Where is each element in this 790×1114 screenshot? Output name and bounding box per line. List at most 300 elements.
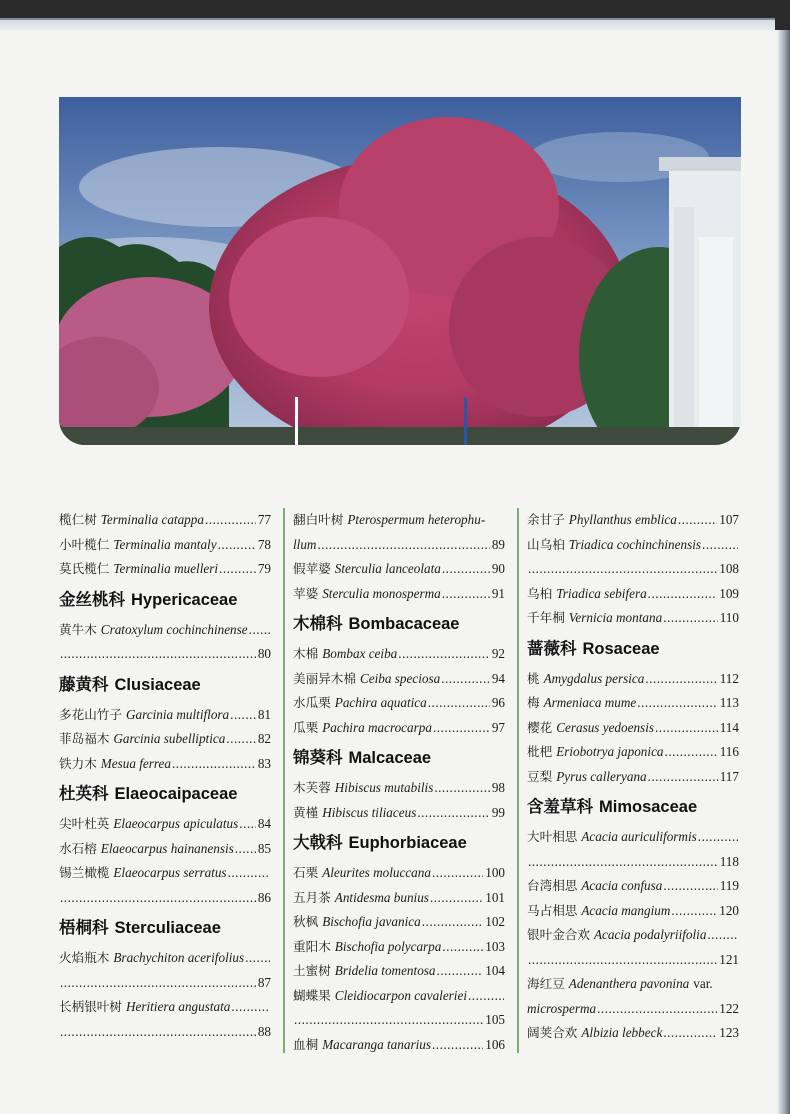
- leader-dots: [432, 1033, 483, 1058]
- index-entry: [527, 874, 739, 899]
- species-latin-name: Phyllanthus emblica: [568, 512, 677, 527]
- leader-dots: [707, 923, 738, 948]
- entry-line: [527, 972, 739, 997]
- index-entry: [59, 618, 271, 643]
- entry-line: [59, 727, 271, 752]
- species-chinese-name: 木棉: [293, 646, 319, 661]
- leader-dots: [645, 667, 717, 692]
- index-entry: [527, 740, 739, 765]
- variety-abbrev: var.: [693, 976, 713, 991]
- leader-dots: [434, 776, 489, 801]
- page-number: 118: [719, 853, 739, 869]
- species-chinese-name: 瓜栗: [293, 719, 319, 735]
- species-latin-name: Bischofia javanica: [322, 914, 421, 929]
- leader-dots: [60, 1020, 256, 1045]
- entry-line: [59, 642, 271, 667]
- page-number: 110: [719, 610, 739, 625]
- family-latin-name: Clusiaceae: [114, 675, 201, 694]
- family-chinese-name: 含羞草科: [527, 797, 593, 816]
- entry-line: [293, 642, 505, 667]
- leader-dots: [468, 984, 504, 1009]
- entry-line: [59, 618, 271, 643]
- species-chinese-name: 长柄银叶树: [59, 999, 122, 1014]
- page-number: 84: [257, 816, 271, 831]
- species-latin-name: Eriobotrya japonica: [556, 744, 664, 759]
- page-number: 89: [491, 536, 505, 552]
- family-chinese-name: 藤黄科: [59, 674, 109, 694]
- index-entry: [527, 582, 739, 607]
- family-latin-name: Hypericaceae: [131, 590, 238, 609]
- entry-line: [59, 508, 271, 533]
- index-entry: [293, 801, 505, 826]
- entry-line: [293, 959, 505, 984]
- entry-line: [293, 776, 505, 801]
- index-entry: [293, 508, 505, 533]
- species-latin-name: Armeniaca mume: [543, 695, 637, 710]
- species-chinese-name: 铁力木: [59, 755, 97, 771]
- species-chinese-name: 马占相思: [527, 902, 578, 918]
- index-entry-continued: [527, 850, 739, 875]
- index-entry-continued: [59, 642, 271, 667]
- leader-dots: [442, 935, 483, 960]
- species-chinese-name: 水石榕: [59, 840, 97, 856]
- species-chinese-name: 秋枫: [293, 914, 319, 929]
- page-number: 112: [719, 670, 739, 686]
- page-number: 78: [257, 536, 271, 552]
- page-number: 82: [257, 731, 271, 746]
- entry-line: [59, 752, 271, 777]
- page-number: 122: [719, 1000, 739, 1016]
- entry-line: [59, 995, 271, 1020]
- index-column-3: [527, 508, 739, 1046]
- leader-dots: [228, 861, 270, 886]
- leader-dots: [219, 557, 256, 582]
- family-latin-name: Elaeocaipaceae: [114, 785, 238, 803]
- page-number: 86: [257, 889, 271, 905]
- index-entry: [293, 1033, 505, 1058]
- page-number: 98: [491, 780, 505, 795]
- species-index: [59, 508, 741, 1053]
- index-entry: [293, 910, 505, 935]
- family-heading: [59, 776, 271, 812]
- leader-dots: [60, 886, 256, 911]
- family-latin-name: Sterculiaceae: [114, 919, 221, 937]
- index-entry: [527, 1021, 739, 1046]
- entry-line: [527, 667, 739, 692]
- entry-line: [527, 997, 739, 1022]
- index-entry: [293, 776, 505, 801]
- species-chinese-name: 苹婆: [293, 585, 319, 601]
- species-latin-name: Terminalia catappa: [100, 512, 204, 527]
- leader-dots: [663, 606, 718, 631]
- species-latin-name: Garcinia subelliptica: [113, 731, 226, 746]
- species-latin-name: Triadica sebifera: [556, 585, 647, 601]
- leader-dots: [239, 812, 256, 837]
- page-number: 87: [257, 974, 271, 990]
- page-number: 119: [719, 878, 739, 893]
- page-number: 88: [257, 1023, 271, 1039]
- leader-dots: [437, 959, 484, 984]
- species-latin-name: Garcinia multiflora: [125, 706, 230, 722]
- entry-line: [293, 935, 505, 960]
- page-number: 117: [719, 768, 739, 784]
- index-entry: [59, 703, 271, 728]
- entry-line: [293, 533, 505, 558]
- index-entry: [527, 923, 739, 948]
- column-divider: [283, 508, 285, 1053]
- index-column-2: [293, 508, 505, 1057]
- page-number: 85: [257, 840, 271, 856]
- species-chinese-name: 台湾相思: [527, 878, 578, 893]
- entry-line: [293, 557, 505, 582]
- index-entry-continued: [527, 997, 739, 1022]
- family-chinese-name: 杜英科: [59, 784, 109, 803]
- entry-line: [527, 899, 739, 924]
- species-latin-name: Terminalia muelleri: [113, 561, 219, 576]
- species-latin-name: Pachira aquatica: [334, 695, 427, 710]
- species-latin-name: Triadica cochinchinensis: [568, 536, 702, 552]
- entry-line: [527, 948, 739, 973]
- species-chinese-name: 山乌桕: [527, 536, 565, 552]
- species-latin-name: Acacia auriculiformis: [581, 829, 697, 844]
- species-latin-name: Elaeocarpus hainanensis: [100, 840, 234, 856]
- family-chinese-name: 木棉科: [293, 614, 343, 633]
- leader-dots: [678, 508, 717, 533]
- index-entry: [527, 508, 739, 533]
- family-latin-name: Malcaceae: [348, 749, 432, 767]
- index-entry: [59, 995, 271, 1020]
- entry-line: [293, 861, 505, 886]
- species-chinese-name: 蝴蝶果: [293, 987, 331, 1003]
- page-number: 94: [491, 670, 505, 686]
- leader-dots: [235, 837, 256, 862]
- leader-dots: [442, 582, 490, 607]
- species-chinese-name: 菲岛福木: [59, 731, 110, 746]
- entry-line: [59, 861, 271, 886]
- index-entry: [59, 752, 271, 777]
- species-chinese-name: 余甘子: [527, 512, 565, 527]
- index-entry: [527, 765, 739, 790]
- family-latin-name: Euphorbiaceae: [348, 834, 467, 852]
- page-number: 80: [257, 646, 271, 661]
- species-latin-name: Elaeocarpus apiculatus: [113, 816, 239, 831]
- leader-dots: [637, 691, 717, 716]
- family-heading: [293, 740, 505, 776]
- entry-line: [527, 533, 739, 558]
- species-latin-name: Cratoxylum cochinchinense: [100, 621, 248, 637]
- species-latin-name: Pterospermum heterophu-: [347, 512, 486, 527]
- index-entry: [59, 837, 271, 862]
- page-number: 77: [257, 512, 271, 527]
- entry-line: [527, 923, 739, 948]
- entry-line: [59, 703, 271, 728]
- species-latin-name: Cerasus yedoensis: [556, 719, 654, 735]
- page-number: 90: [491, 561, 505, 576]
- family-heading: [527, 631, 739, 667]
- entry-line: [59, 946, 271, 971]
- entry-line: [59, 971, 271, 996]
- species-latin-name: Pachira macrocarpa: [322, 719, 432, 735]
- entry-line: [527, 850, 739, 875]
- page-number: 123: [719, 1025, 739, 1040]
- entry-line: [293, 1008, 505, 1033]
- species-latin-name: Ceiba speciosa: [359, 670, 441, 686]
- page-number: 91: [491, 585, 505, 601]
- page-number: 81: [257, 706, 271, 722]
- page-number: 107: [719, 512, 739, 527]
- species-chinese-name: 莫氏榄仁: [59, 561, 110, 576]
- leader-dots: [655, 716, 718, 741]
- leader-dots: [528, 850, 718, 875]
- page-number: 108: [719, 561, 739, 576]
- entry-line: [527, 606, 739, 631]
- header-photo: [59, 97, 741, 445]
- species-latin-name: Bombax ceiba: [322, 646, 398, 661]
- entry-line: [59, 1020, 271, 1045]
- page-number: 101: [485, 889, 505, 905]
- index-entry: [293, 716, 505, 741]
- species-latin-name: Macaranga tanarius: [322, 1036, 431, 1052]
- species-chinese-name: 大叶相思: [527, 829, 578, 844]
- species-latin-name: Acacia mangium: [581, 902, 671, 918]
- species-latin-name-cont: llum: [293, 536, 317, 552]
- leader-dots: [702, 533, 738, 558]
- species-chinese-name: 枇杷: [527, 744, 553, 759]
- species-latin-name: Albizia lebbeck: [581, 1025, 663, 1040]
- leader-dots: [433, 716, 490, 741]
- leader-dots: [698, 825, 738, 850]
- entry-line: [293, 691, 505, 716]
- entry-line: [527, 582, 739, 607]
- leader-dots: [442, 557, 490, 582]
- index-entry-continued: [293, 1008, 505, 1033]
- species-chinese-name: 锡兰橄榄: [59, 865, 110, 880]
- species-latin-name: Adenanthera pavonina: [568, 976, 690, 991]
- entry-line: [527, 874, 739, 899]
- index-entry: [293, 935, 505, 960]
- species-latin-name: Terminalia mantaly: [113, 536, 217, 552]
- species-latin-name: Heritiera angustata: [125, 999, 231, 1014]
- species-chinese-name: 樱花: [527, 719, 553, 735]
- leader-dots: [249, 618, 270, 643]
- page-right-edge: [778, 30, 790, 1114]
- leader-dots: [230, 703, 256, 728]
- leader-dots: [663, 874, 717, 899]
- species-chinese-name: 多花山竹子: [59, 706, 122, 722]
- family-latin-name: Rosaceae: [582, 639, 660, 658]
- family-heading: [293, 606, 505, 642]
- leader-dots: [60, 971, 256, 996]
- family-heading: [59, 667, 271, 703]
- species-chinese-name: 火焰瓶木: [59, 950, 110, 965]
- entry-line: [527, 825, 739, 850]
- species-latin-name: Acacia podalyriifolia: [593, 927, 707, 942]
- page-number: 79: [257, 561, 271, 576]
- entry-line: [293, 667, 505, 692]
- leader-dots: [648, 582, 718, 607]
- index-entry-continued: [527, 948, 739, 973]
- species-latin-name: Hibiscus mutabilis: [334, 780, 434, 795]
- family-heading: [59, 582, 271, 618]
- leader-dots: [422, 910, 484, 935]
- species-latin-name: Sterculia lanceolata: [334, 561, 441, 576]
- index-entry: [59, 533, 271, 558]
- index-entry: [527, 533, 739, 558]
- page-number: 83: [257, 755, 271, 771]
- species-chinese-name: 乌桕: [527, 585, 553, 601]
- entry-line: [527, 716, 739, 741]
- leader-dots: [597, 997, 717, 1022]
- leader-dots: [441, 667, 490, 692]
- species-latin-name: Aleurites moluccana: [322, 865, 431, 880]
- leader-dots: [317, 533, 489, 558]
- index-entry: [293, 886, 505, 911]
- leader-dots: [432, 861, 483, 886]
- page-number: 102: [485, 914, 505, 929]
- page-number: 113: [719, 695, 739, 710]
- species-latin-name: Brachychiton acerifolius: [113, 950, 245, 965]
- index-entry: [527, 972, 739, 997]
- species-latin-name: Bridelia tomentosa: [334, 963, 436, 978]
- index-entry: [59, 812, 271, 837]
- index-entry-continued: [59, 886, 271, 911]
- entry-line: [293, 716, 505, 741]
- page-number: 104: [485, 963, 505, 978]
- species-chinese-name: 海红豆: [527, 976, 565, 991]
- pink-flowering-tree-photo: [59, 97, 741, 445]
- entry-line: [293, 582, 505, 607]
- index-entry: [293, 642, 505, 667]
- species-latin-name: Amygdalus persica: [543, 670, 645, 686]
- page-number: 97: [491, 719, 505, 735]
- index-entry: [527, 825, 739, 850]
- page-number: 116: [719, 744, 739, 759]
- family-chinese-name: 蔷薇科: [527, 638, 577, 658]
- leader-dots: [172, 752, 256, 777]
- leader-dots: [671, 899, 717, 924]
- leader-dots: [226, 727, 255, 752]
- species-latin-name: Vernicia montana: [568, 610, 663, 625]
- leader-dots: [205, 508, 256, 533]
- entry-line: [59, 812, 271, 837]
- species-chinese-name: 血桐: [293, 1036, 319, 1052]
- entry-line: [293, 801, 505, 826]
- species-latin-name: Elaeocarpus serratus: [113, 865, 227, 880]
- species-chinese-name: 黄槿: [293, 804, 319, 820]
- index-entry: [527, 899, 739, 924]
- species-latin-name: Antidesma bunius: [334, 889, 429, 905]
- index-entry: [293, 557, 505, 582]
- species-chinese-name: 假苹婆: [293, 561, 331, 576]
- species-chinese-name: 豆梨: [527, 768, 553, 784]
- page-number: 105: [485, 1012, 505, 1027]
- leader-dots: [665, 740, 718, 765]
- leader-dots: [528, 948, 717, 973]
- entry-line: [293, 1033, 505, 1058]
- species-chinese-name: 翻白叶树: [293, 512, 344, 527]
- page-number: 103: [485, 938, 505, 954]
- page-number: 96: [491, 695, 505, 710]
- page-number: 121: [719, 951, 739, 967]
- page-number: 92: [491, 646, 505, 661]
- species-chinese-name: 尖叶杜英: [59, 816, 110, 831]
- species-chinese-name: 千年桐: [527, 610, 565, 625]
- entry-line: [293, 910, 505, 935]
- leader-dots: [245, 946, 270, 971]
- index-entry: [527, 667, 739, 692]
- index-column-1: [59, 508, 271, 1044]
- entry-line: [527, 557, 739, 582]
- leader-dots: [528, 557, 717, 582]
- entry-line: [527, 740, 739, 765]
- index-entry: [527, 716, 739, 741]
- page-number: 100: [485, 865, 505, 880]
- page-number: 120: [719, 902, 739, 918]
- leader-dots: [231, 995, 270, 1020]
- leader-dots: [398, 642, 490, 667]
- index-entry: [59, 946, 271, 971]
- leader-dots: [430, 886, 483, 911]
- page-number: 99: [491, 804, 505, 820]
- species-latin-name: Acacia confusa: [581, 878, 663, 893]
- leader-dots: [60, 642, 256, 667]
- family-heading: [293, 825, 505, 861]
- entry-line: [527, 765, 739, 790]
- entry-line: [293, 508, 505, 533]
- index-entry: [527, 691, 739, 716]
- index-entry-continued: [293, 533, 505, 558]
- leader-dots: [417, 801, 489, 826]
- index-entry: [293, 959, 505, 984]
- species-chinese-name: 黄牛木: [59, 621, 97, 637]
- leader-dots: [663, 1021, 717, 1046]
- species-latin-name: Sterculia monosperma: [322, 585, 441, 601]
- column-divider: [517, 508, 519, 1053]
- index-entry: [293, 582, 505, 607]
- entry-line: [59, 533, 271, 558]
- species-chinese-name: 梅: [527, 695, 540, 710]
- entry-line: [293, 984, 505, 1009]
- family-chinese-name: 梧桐科: [59, 918, 109, 937]
- species-chinese-name: 五月茶: [293, 889, 331, 905]
- family-chinese-name: 大戟科: [293, 833, 343, 852]
- species-chinese-name: 榄仁树: [59, 512, 97, 527]
- family-heading: [59, 910, 271, 946]
- species-chinese-name: 小叶榄仁: [59, 536, 110, 552]
- entry-line: [59, 886, 271, 911]
- family-chinese-name: 锦葵科: [293, 748, 343, 767]
- species-chinese-name: 桃: [527, 670, 540, 686]
- entry-line: [527, 508, 739, 533]
- index-entry: [293, 667, 505, 692]
- index-entry: [59, 557, 271, 582]
- index-entry: [293, 861, 505, 886]
- species-latin-name: Bischofia polycarpa: [334, 938, 442, 954]
- page-number: 106: [485, 1036, 505, 1052]
- page-number: 109: [719, 585, 739, 601]
- index-entry: [293, 691, 505, 716]
- entry-line: [59, 557, 271, 582]
- species-chinese-name: 土蜜树: [293, 963, 331, 978]
- species-chinese-name: 银叶金合欢: [527, 927, 590, 942]
- index-entry: [59, 508, 271, 533]
- leader-dots: [294, 1008, 483, 1033]
- family-heading: [527, 789, 739, 825]
- species-chinese-name: 阔荚合欢: [527, 1025, 578, 1040]
- index-entry-continued: [59, 971, 271, 996]
- entry-line: [59, 837, 271, 862]
- species-latin-name-cont: microsperma: [527, 1000, 597, 1016]
